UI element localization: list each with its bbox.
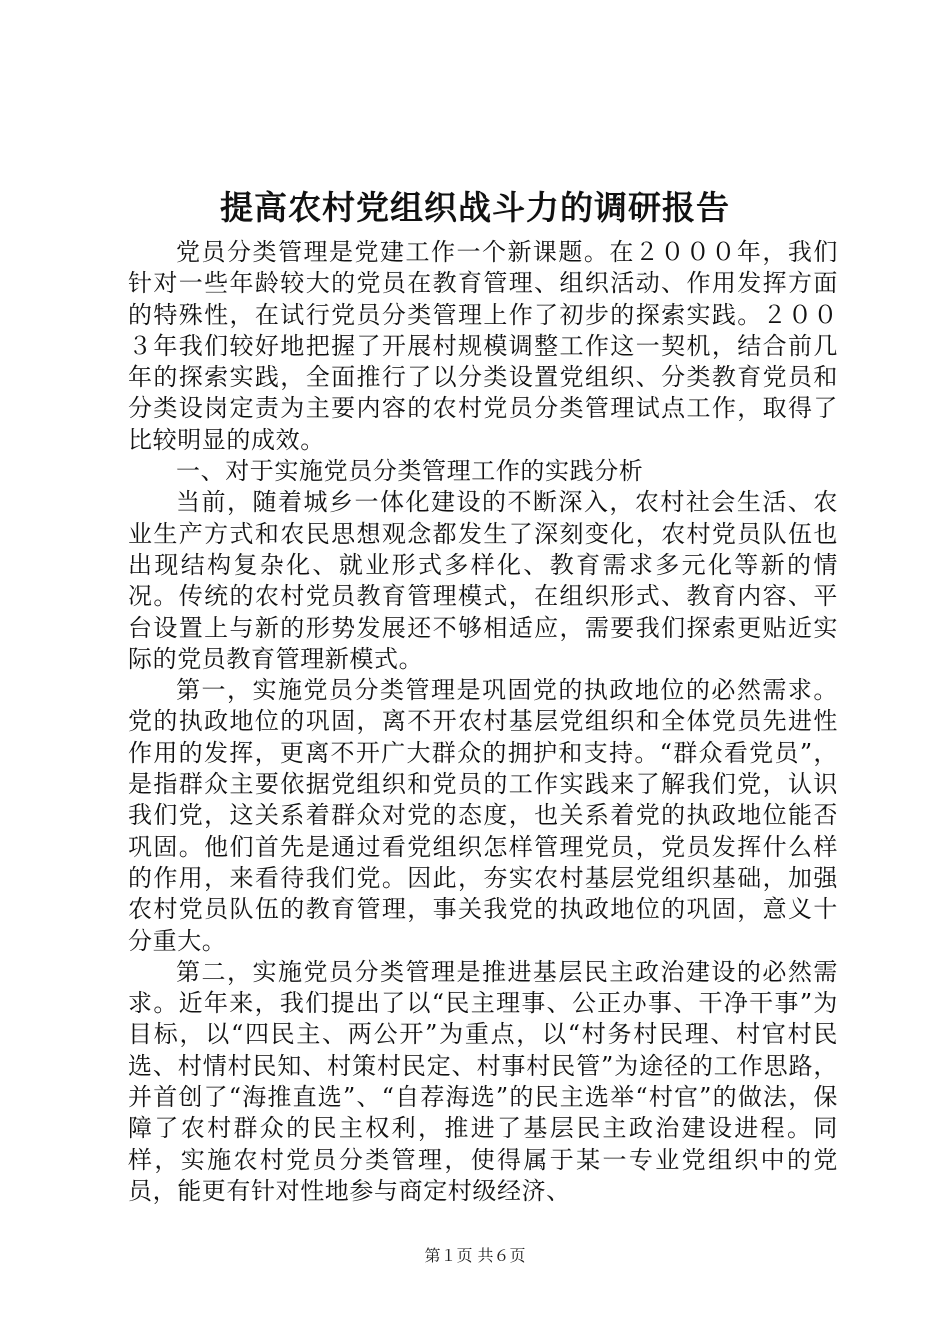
section-heading-1: 一、对于实施党员分类管理工作的实践分析 [176, 457, 644, 486]
paragraph-current-situation: 当前，随着城乡一体化建设的不断深入，农村社会生活、农业生产方式和农民思想观念都发生了深刻变化，农村党员队伍也出现结构复杂化、就业形式多样化、教育需求多元化等新的情况。传统的农村党员教育管理模式，在组织形式、教育内容、平台设置上与新的形势发展还不够相适应，需要我们探索更贴近实际的党员教育管理新模式。 [128, 488, 838, 673]
document-title: 提高农村党组织战斗力的调研报告 [220, 188, 730, 227]
paragraph-first-point: 第一，实施党员分类管理是巩固党的执政地位的必然需求。党的执政地位的巩固，离不开农村基层党组织和全体党员先进性作用的发挥，更离不开广大群众的拥护和支持。“群众看党员”，是指群众主要依据党组织和党员的工作实践来了解我们党，认识我们党，这关系着群众对党的态度，也关系着党的执政地位能否巩固。他们首先是通过看党组织怎样管理党员，党员发挥什么样的作用，来看待我们党。因此，夯实农村基层党组织基础，加强农村党员队伍的教育管理，事关我党的执政地位的巩固，意义十分重大。 [128, 676, 838, 955]
paragraph-second-point: 第二，实施党员分类管理是推进基层民主政治建设的必然需求。近年来，我们提出了以“民主理事、公正办事、干净干事”为目标，以“四民主、两公开”为重点，以“村务村民理、村官村民选、村情村民知、村策村民定、村事村民管”为途径的工作思路，并首创了“海推直选”、“自荐海选”的民主选举“村官”的做法，保障了农村群众的民主权利，推进了基层民主政治建设进程。同样，实施农村党员分类管理，使得属于某一专业党组织中的党员，能更有针对性地参与商定村级经济、 [128, 957, 838, 1205]
document-body [128, 237, 838, 1207]
page-footer: 第１页 共６页 [424, 1246, 526, 1265]
paragraph-intro: 党员分类管理是党建工作一个新课题。在２０００年，我们针对一些年龄较大的党员在教育管理、组织活动、作用发挥方面的特殊性，在试行党员分类管理上作了初步的探索实践。２００３年我们较好地把握了开展村规模调整工作这一契机，结合前几年的探索实践，全面推行了以分类设置党组织、分类教育党员和分类设岗定责为主要内容的农村党员分类管理试点工作，取得了比较明显的成效。 [128, 238, 838, 454]
